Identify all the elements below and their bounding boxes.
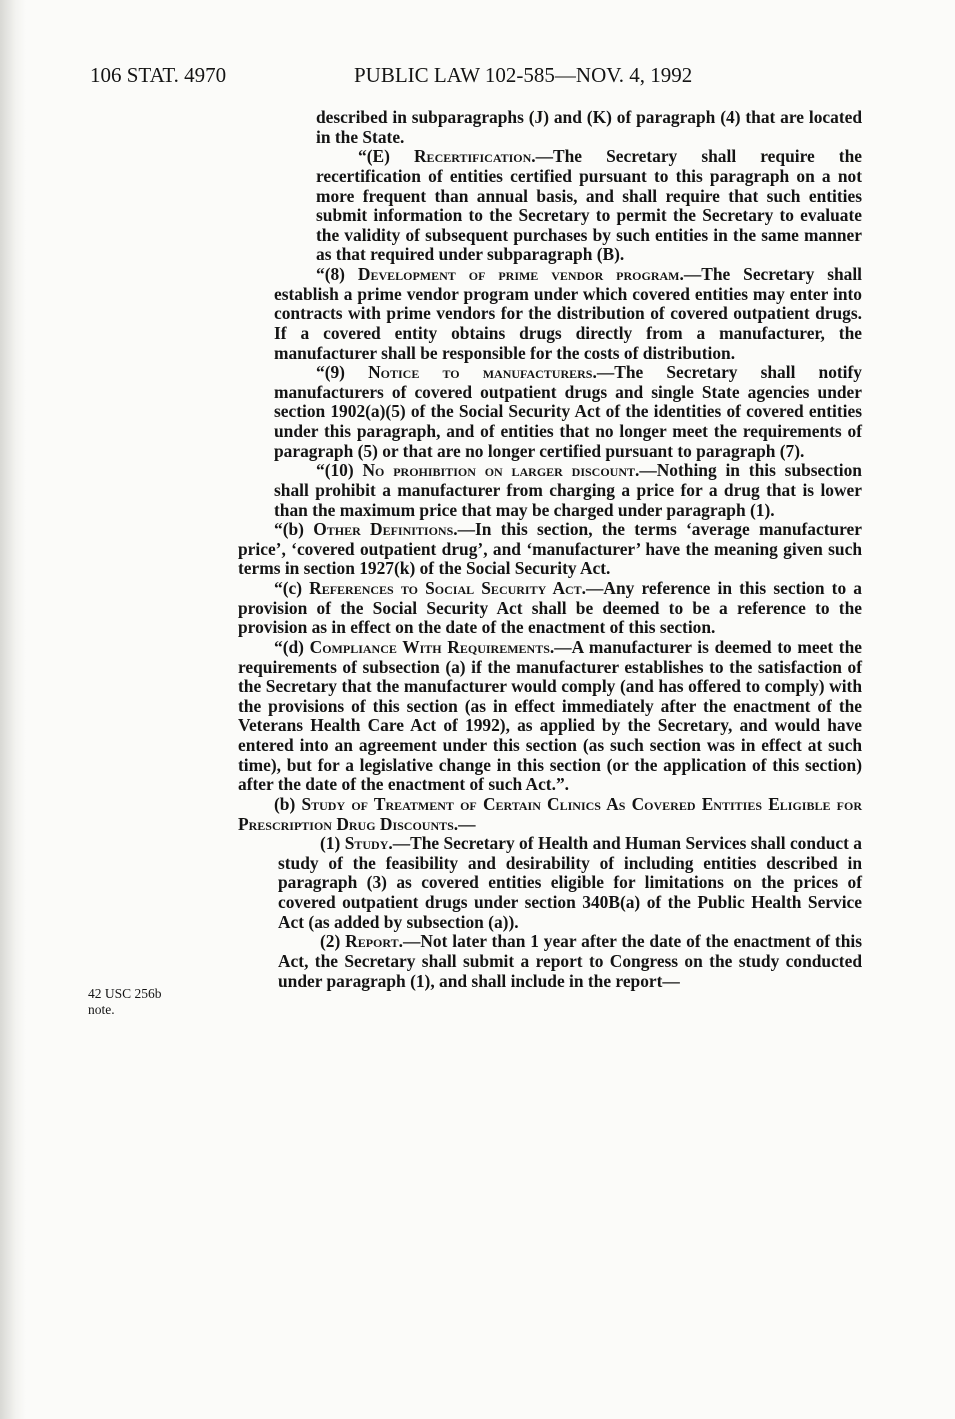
statute-text-block <box>238 108 862 991</box>
paragraph-designation: “(E) <box>358 146 414 167</box>
paragraph-designation: “(c) <box>274 578 310 598</box>
paragraph-continuation <box>238 108 862 147</box>
paragraph-heading: Recertification. <box>414 146 536 167</box>
paragraph-heading: Study of Treatment of Certain Clinics As Covered Entities Eligible for Prescription Drug Discounts. <box>238 793 863 834</box>
paragraph-text: —The Secretary of Health and Human Services shall conduct a study of the feasibility and desirability of including entities described in paragraph (3) as covered entities eligible for limitations on the prices of covered outpatient drugs under section 340B(a) of the Public Health Service Act (as added by subsection (a)). <box>278 833 862 932</box>
paragraph-recertification <box>238 147 862 265</box>
stat-reference: 106 STAT. 4970 <box>90 63 227 87</box>
subsection-other-definitions <box>238 520 862 579</box>
paragraph-designation: (b) <box>274 793 302 814</box>
paragraph-designation: “(8) <box>316 264 358 284</box>
subsection-references-ssa <box>238 579 862 638</box>
paragraph-designation: (2) <box>320 931 346 952</box>
paragraph-text: —A manufacturer is deemed to meet the requirements of subsection (a) if the manufacturer establishes to the satisfaction of the Secretary that the manufacturer would comply (and has offered to comply) with the provisions of this section (as in effect immediately after the enactment of the Veterans Health Care Act of 1992), as applied by the Secretary, and would have entered into an agreement under this section (as such section was in effect at such time), but for a legislative change in this section (or the application of this section) after the date of the enactment of such Act.”. <box>238 636 862 795</box>
paragraph-text: —Nothing in this subsection shall prohibit a manufacturer from charging a price for a drug that is lower than the maximum price that may be charged under paragraph (1). <box>274 460 862 520</box>
paragraph-text: —Any reference in this section to a provision of the Social Security Act shall be deemed to be a reference to the provision as in effect on the date of the enactment of this section. <box>238 578 862 638</box>
paragraph-heading: Study. <box>344 833 393 854</box>
subsection-compliance <box>238 638 862 795</box>
paragraph-heading: Compliance With Requirements. <box>309 636 555 657</box>
running-head <box>90 60 890 90</box>
paragraph-text: —The Secretary shall notify manufacturers of covered outpatient drugs and single State agencies under section 1902(a)(5) of the Social Security Act of the identities of covered entities under this paragraph, and of entities that no longer meet the requirements of paragraph (5) or that are no longer certified pursuant to paragraph (7). <box>274 362 862 461</box>
usc-margin-note <box>88 986 228 1018</box>
paragraph-designation: (1) <box>320 833 345 854</box>
paragraph-heading: References to Social Security Act. <box>309 578 587 598</box>
paragraph-text: —The Secretary shall establish a prime vendor program under which covered entities may enter into contracts with prime vendors for the distribution of covered outpatient drugs. If a covered entity obtains drugs directly from a manufacturer, the manufacturer shall be responsible for the costs of distribution. <box>274 264 863 363</box>
margin-note-line-2: note. <box>88 1002 115 1017</box>
paragraph-designation: “(d) <box>274 636 310 657</box>
paragraph-designation: “(b) <box>274 519 314 540</box>
binding-shadow <box>0 0 26 1419</box>
paragraph-heading: Notice to manufacturers. <box>368 362 597 383</box>
public-law-reference: PUBLIC LAW 102-585—NOV. 4, 1992 <box>354 63 693 87</box>
paragraph-text: —The Secretary shall require the recertification of entities certified pursuant to this paragraph on a not more frequent than annual basis, and shall require that such entities submit information to the Secretary to permit the Secretary to evaluate the validity of subsequent purchases by such entities in the same manner as that required under subparagraph (B). <box>316 146 862 265</box>
paragraph-study <box>238 834 862 932</box>
paragraph-text: described in subparagraphs (J) and (K) of paragraph (4) that are located in the State. <box>316 107 862 147</box>
paragraph-heading: Report. <box>345 931 403 952</box>
paragraph-prime-vendor-program <box>238 265 862 363</box>
paragraph-report <box>238 932 862 991</box>
subsection-study-of-clinics <box>238 795 862 834</box>
paragraph-text: — <box>458 813 476 834</box>
paragraph-no-prohibition <box>238 461 862 520</box>
paragraph-designation: “(9) <box>316 362 369 383</box>
paragraph-designation: “(10) <box>316 460 363 481</box>
paragraph-heading: Development of prime vendor program. <box>357 264 684 284</box>
paragraph-notice-to-manufacturers <box>238 363 862 461</box>
paragraph-text: —In this section, the terms ‘average manufacturer price’, ‘covered outpatient drug’, and ‘manufacturer’ have the meaning given such terms in section 1927(k) of the Social Security Act. <box>238 519 862 579</box>
paragraph-heading: Other Definitions. <box>313 519 458 540</box>
paragraph-heading: No prohibition on larger discount. <box>362 460 640 481</box>
margin-note-line-1: 42 USC 256b <box>88 986 162 1001</box>
paragraph-text: —Not later than 1 year after the date of the enactment of this Act, the Secretary shall submit a report to Congress on the study conducted under paragraph (1), and shall include in the report— <box>278 931 862 991</box>
